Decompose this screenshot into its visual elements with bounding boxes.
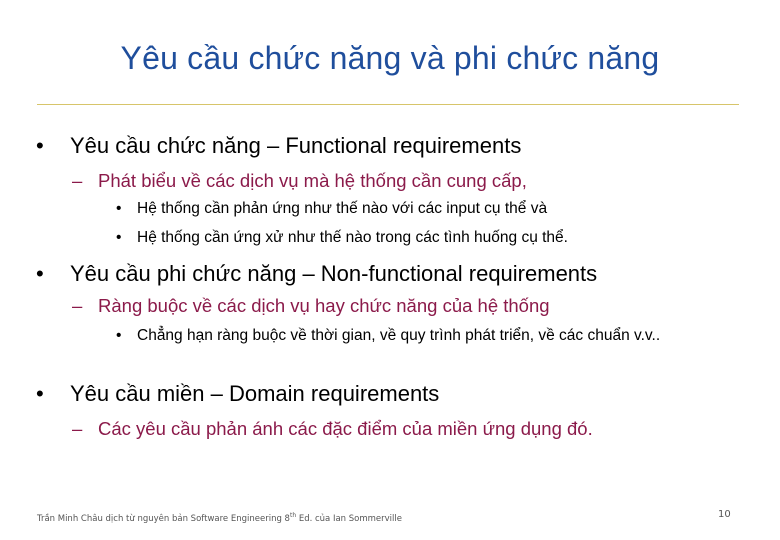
detail-item <box>116 325 706 346</box>
bullet-marker: • <box>36 381 44 406</box>
detail-text: Chẳng hạn ràng buộc về thời gian, về quy trình phát triển, về các chuẩn v.v.. <box>137 327 661 344</box>
bullet-marker: • <box>36 261 44 286</box>
bullet-text: Yêu cầu miền – Domain requirements <box>70 381 440 406</box>
detail-text: Hệ thống cần phản ứng như thế nào với các input cụ thể và <box>137 200 548 217</box>
sub-bullet-text: Các yêu cầu phản ánh các đặc điểm của miền ứng dụng đó. <box>98 418 593 439</box>
detail-item <box>116 227 716 248</box>
footer-text-end: Ed. của Ian Sommerville <box>296 513 402 524</box>
detail-item <box>116 198 716 219</box>
footer-superscript: th <box>289 512 297 519</box>
bullet-functional <box>36 133 521 159</box>
sub-bullet-text: Ràng buộc về các dịch vụ hay chức năng của hệ thống <box>98 295 550 316</box>
bullet-marker: • <box>116 327 122 344</box>
bullet-text: Yêu cầu phi chức năng – Non-functional requirements <box>70 261 598 286</box>
dash-marker: – <box>72 418 83 439</box>
sub-bullet-functional <box>72 170 527 192</box>
bullet-domain <box>36 381 439 407</box>
sub-bullet-domain <box>72 418 593 440</box>
footer-text: Trần Minh Châu dịch từ nguyên bản Software Engineering 8 <box>37 513 290 524</box>
slide-title: Yêu cầu chức năng và phi chức năng <box>120 40 660 76</box>
sub-bullet-text: Phát biểu về các dịch vụ mà hệ thống cần cung cấp, <box>98 170 527 191</box>
dash-marker: – <box>72 170 83 191</box>
bullet-text: Yêu cầu chức năng – Functional requirements <box>70 133 522 158</box>
bullet-non-functional <box>36 261 597 287</box>
bullet-marker: • <box>116 229 122 246</box>
dash-marker: – <box>72 295 83 316</box>
page-number: 10 <box>718 509 731 520</box>
detail-text: Hệ thống cần ứng xử như thế nào trong các tình huống cụ thể. <box>137 229 568 246</box>
sub-bullet-non-functional <box>72 295 550 317</box>
bullet-marker: • <box>116 200 122 217</box>
bullet-marker: • <box>36 133 44 158</box>
footer-credit <box>37 512 402 524</box>
